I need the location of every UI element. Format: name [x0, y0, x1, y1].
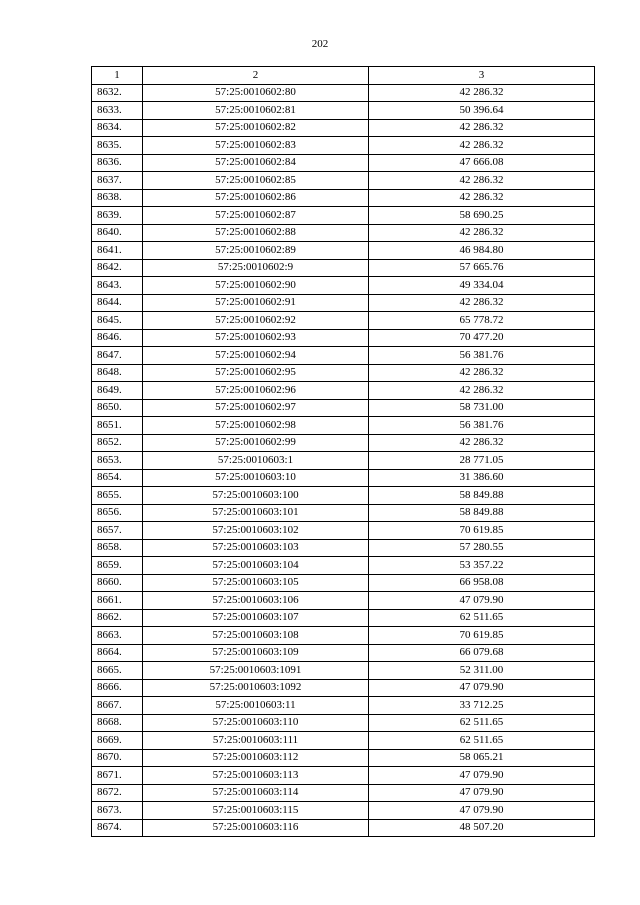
row-number-cell: 8653. — [92, 452, 143, 470]
value-cell: 70 619.85 — [369, 522, 595, 540]
table-row — [92, 522, 595, 540]
row-number-cell: 8642. — [92, 259, 143, 277]
cadastral-number-cell: 57:25:0010602:91 — [143, 294, 369, 312]
value-cell: 53 357.22 — [369, 557, 595, 575]
cadastral-number-cell: 57:25:0010603:103 — [143, 539, 369, 557]
table-row — [92, 679, 595, 697]
row-number-cell: 8632. — [92, 84, 143, 102]
row-number-cell: 8637. — [92, 172, 143, 190]
table-row — [92, 592, 595, 610]
cadastral-number-cell: 57:25:0010603:112 — [143, 749, 369, 767]
value-cell: 42 286.32 — [369, 224, 595, 242]
value-cell: 42 286.32 — [369, 137, 595, 155]
row-number-cell: 8647. — [92, 347, 143, 365]
row-number-cell: 8641. — [92, 242, 143, 260]
cadastral-number-cell: 57:25:0010603:102 — [143, 522, 369, 540]
value-cell: 50 396.64 — [369, 102, 595, 120]
table-row — [92, 224, 595, 242]
table-row — [92, 172, 595, 190]
cadastral-number-cell: 57:25:0010603:114 — [143, 784, 369, 802]
table-row — [92, 189, 595, 207]
table-row — [92, 294, 595, 312]
value-cell: 47 079.90 — [369, 767, 595, 785]
value-cell: 31 386.60 — [369, 469, 595, 487]
row-number-cell: 8664. — [92, 644, 143, 662]
row-number-cell: 8639. — [92, 207, 143, 225]
table-row — [92, 382, 595, 400]
cadastral-number-cell: 57:25:0010603:115 — [143, 802, 369, 820]
cadastral-number-cell: 57:25:0010603:106 — [143, 592, 369, 610]
cadastral-number-cell: 57:25:0010602:81 — [143, 102, 369, 120]
row-number-cell: 8661. — [92, 592, 143, 610]
value-cell: 70 477.20 — [369, 329, 595, 347]
value-cell: 42 286.32 — [369, 189, 595, 207]
cadastral-number-cell: 57:25:0010603:113 — [143, 767, 369, 785]
value-cell: 58 065.21 — [369, 749, 595, 767]
table-row — [92, 154, 595, 172]
value-cell: 47 079.90 — [369, 592, 595, 610]
row-number-cell: 8662. — [92, 609, 143, 627]
table-row — [92, 469, 595, 487]
cadastral-number-cell: 57:25:0010603:1 — [143, 452, 369, 470]
cadastral-number-cell: 57:25:0010603:101 — [143, 504, 369, 522]
value-cell: 28 771.05 — [369, 452, 595, 470]
row-number-cell: 8669. — [92, 732, 143, 750]
row-number-cell: 8667. — [92, 697, 143, 715]
value-cell: 47 079.90 — [369, 679, 595, 697]
cadastral-number-cell: 57:25:0010602:82 — [143, 119, 369, 137]
cadastral-number-cell: 57:25:0010603:111 — [143, 732, 369, 750]
row-number-cell: 8650. — [92, 399, 143, 417]
row-number-cell: 8660. — [92, 574, 143, 592]
row-number-cell: 8643. — [92, 277, 143, 295]
row-number-cell: 8640. — [92, 224, 143, 242]
table-row — [92, 312, 595, 330]
cadastral-number-cell: 57:25:0010602:89 — [143, 242, 369, 260]
table-row — [92, 732, 595, 750]
value-cell: 33 712.25 — [369, 697, 595, 715]
row-number-cell: 8672. — [92, 784, 143, 802]
table-row — [92, 119, 595, 137]
table-row — [92, 504, 595, 522]
row-number-cell: 8657. — [92, 522, 143, 540]
row-number-cell: 8656. — [92, 504, 143, 522]
table-row — [92, 137, 595, 155]
cadastral-number-cell: 57:25:0010602:83 — [143, 137, 369, 155]
row-number-cell: 8654. — [92, 469, 143, 487]
table-row — [92, 347, 595, 365]
cadastral-number-cell: 57:25:0010602:95 — [143, 364, 369, 382]
cadastral-number-cell: 57:25:0010603:105 — [143, 574, 369, 592]
value-cell: 62 511.65 — [369, 732, 595, 750]
value-cell: 58 849.88 — [369, 504, 595, 522]
table-row — [92, 207, 595, 225]
cadastral-number-cell: 57:25:0010603:108 — [143, 627, 369, 645]
table-row — [92, 714, 595, 732]
value-cell: 49 334.04 — [369, 277, 595, 295]
value-cell: 42 286.32 — [369, 364, 595, 382]
table-row — [92, 364, 595, 382]
row-number-cell: 8671. — [92, 767, 143, 785]
table-row — [92, 329, 595, 347]
row-number-cell: 8655. — [92, 487, 143, 505]
row-number-cell: 8648. — [92, 364, 143, 382]
row-number-cell: 8674. — [92, 819, 143, 837]
row-number-cell: 8652. — [92, 434, 143, 452]
cadastral-number-cell: 57:25:0010602:96 — [143, 382, 369, 400]
table-row — [92, 277, 595, 295]
cadastral-number-cell: 57:25:0010603:1092 — [143, 679, 369, 697]
table-row — [92, 784, 595, 802]
row-number-cell: 8634. — [92, 119, 143, 137]
value-cell: 52 311.00 — [369, 662, 595, 680]
data-table — [91, 66, 595, 837]
value-cell: 66 079.68 — [369, 644, 595, 662]
cadastral-number-cell: 57:25:0010602:86 — [143, 189, 369, 207]
value-cell: 70 619.85 — [369, 627, 595, 645]
cadastral-number-cell: 57:25:0010602:93 — [143, 329, 369, 347]
value-cell: 57 280.55 — [369, 539, 595, 557]
table-row — [92, 417, 595, 435]
value-cell: 57 665.76 — [369, 259, 595, 277]
cadastral-number-cell: 57:25:0010602:87 — [143, 207, 369, 225]
column-header-3: 3 — [369, 67, 595, 85]
value-cell: 58 731.00 — [369, 399, 595, 417]
table-row — [92, 102, 595, 120]
table-row — [92, 259, 595, 277]
row-number-cell: 8645. — [92, 312, 143, 330]
table-row — [92, 644, 595, 662]
table-row — [92, 399, 595, 417]
cadastral-number-cell: 57:25:0010602:92 — [143, 312, 369, 330]
cadastral-number-cell: 57:25:0010602:85 — [143, 172, 369, 190]
row-number-cell: 8638. — [92, 189, 143, 207]
value-cell: 42 286.32 — [369, 382, 595, 400]
cadastral-number-cell: 57:25:0010602:84 — [143, 154, 369, 172]
value-cell: 66 958.08 — [369, 574, 595, 592]
table-row — [92, 627, 595, 645]
column-header-2: 2 — [143, 67, 369, 85]
column-header-1: 1 — [92, 67, 143, 85]
table-row — [92, 802, 595, 820]
value-cell: 42 286.32 — [369, 294, 595, 312]
header-row — [92, 67, 595, 85]
value-cell: 47 079.90 — [369, 784, 595, 802]
value-cell: 46 984.80 — [369, 242, 595, 260]
cadastral-number-cell: 57:25:0010602:80 — [143, 84, 369, 102]
row-number-cell: 8651. — [92, 417, 143, 435]
cadastral-number-cell: 57:25:0010602:94 — [143, 347, 369, 365]
table-row — [92, 557, 595, 575]
value-cell: 65 778.72 — [369, 312, 595, 330]
cadastral-number-cell: 57:25:0010603:107 — [143, 609, 369, 627]
table-row — [92, 452, 595, 470]
value-cell: 42 286.32 — [369, 434, 595, 452]
value-cell: 42 286.32 — [369, 119, 595, 137]
cadastral-number-cell: 57:25:0010602:97 — [143, 399, 369, 417]
value-cell: 62 511.65 — [369, 714, 595, 732]
row-number-cell: 8666. — [92, 679, 143, 697]
table-row — [92, 697, 595, 715]
cadastral-number-cell: 57:25:0010602:88 — [143, 224, 369, 242]
cadastral-number-cell: 57:25:0010603:11 — [143, 697, 369, 715]
row-number-cell: 8668. — [92, 714, 143, 732]
row-number-cell: 8670. — [92, 749, 143, 767]
value-cell: 42 286.32 — [369, 84, 595, 102]
table-row — [92, 434, 595, 452]
cadastral-number-cell: 57:25:0010603:116 — [143, 819, 369, 837]
value-cell: 58 849.88 — [369, 487, 595, 505]
table-row — [92, 242, 595, 260]
value-cell: 47 079.90 — [369, 802, 595, 820]
table-row — [92, 767, 595, 785]
row-number-cell: 8659. — [92, 557, 143, 575]
row-number-cell: 8636. — [92, 154, 143, 172]
row-number-cell: 8665. — [92, 662, 143, 680]
row-number-cell: 8635. — [92, 137, 143, 155]
table-header — [92, 67, 595, 85]
value-cell: 56 381.76 — [369, 417, 595, 435]
cadastral-number-cell: 57:25:0010602:98 — [143, 417, 369, 435]
table-row — [92, 749, 595, 767]
row-number-cell: 8649. — [92, 382, 143, 400]
row-number-cell: 8663. — [92, 627, 143, 645]
cadastral-number-cell: 57:25:0010603:1091 — [143, 662, 369, 680]
row-number-cell: 8633. — [92, 102, 143, 120]
row-number-cell: 8673. — [92, 802, 143, 820]
cadastral-number-cell: 57:25:0010602:9 — [143, 259, 369, 277]
cadastral-number-cell: 57:25:0010603:10 — [143, 469, 369, 487]
table-row — [92, 819, 595, 837]
value-cell: 48 507.20 — [369, 819, 595, 837]
table-row — [92, 662, 595, 680]
cadastral-number-cell: 57:25:0010603:104 — [143, 557, 369, 575]
table-row — [92, 609, 595, 627]
value-cell: 62 511.65 — [369, 609, 595, 627]
row-number-cell: 8644. — [92, 294, 143, 312]
page-number: 202 — [311, 38, 329, 50]
table-row — [92, 487, 595, 505]
table-row — [92, 574, 595, 592]
value-cell: 42 286.32 — [369, 172, 595, 190]
value-cell: 56 381.76 — [369, 347, 595, 365]
value-cell: 58 690.25 — [369, 207, 595, 225]
cadastral-number-cell: 57:25:0010602:99 — [143, 434, 369, 452]
cadastral-number-cell: 57:25:0010602:90 — [143, 277, 369, 295]
value-cell: 47 666.08 — [369, 154, 595, 172]
cadastral-number-cell: 57:25:0010603:109 — [143, 644, 369, 662]
row-number-cell: 8646. — [92, 329, 143, 347]
table-row — [92, 539, 595, 557]
cadastral-number-cell: 57:25:0010603:100 — [143, 487, 369, 505]
table-body — [92, 84, 595, 837]
row-number-cell: 8658. — [92, 539, 143, 557]
table-row — [92, 84, 595, 102]
cadastral-number-cell: 57:25:0010603:110 — [143, 714, 369, 732]
